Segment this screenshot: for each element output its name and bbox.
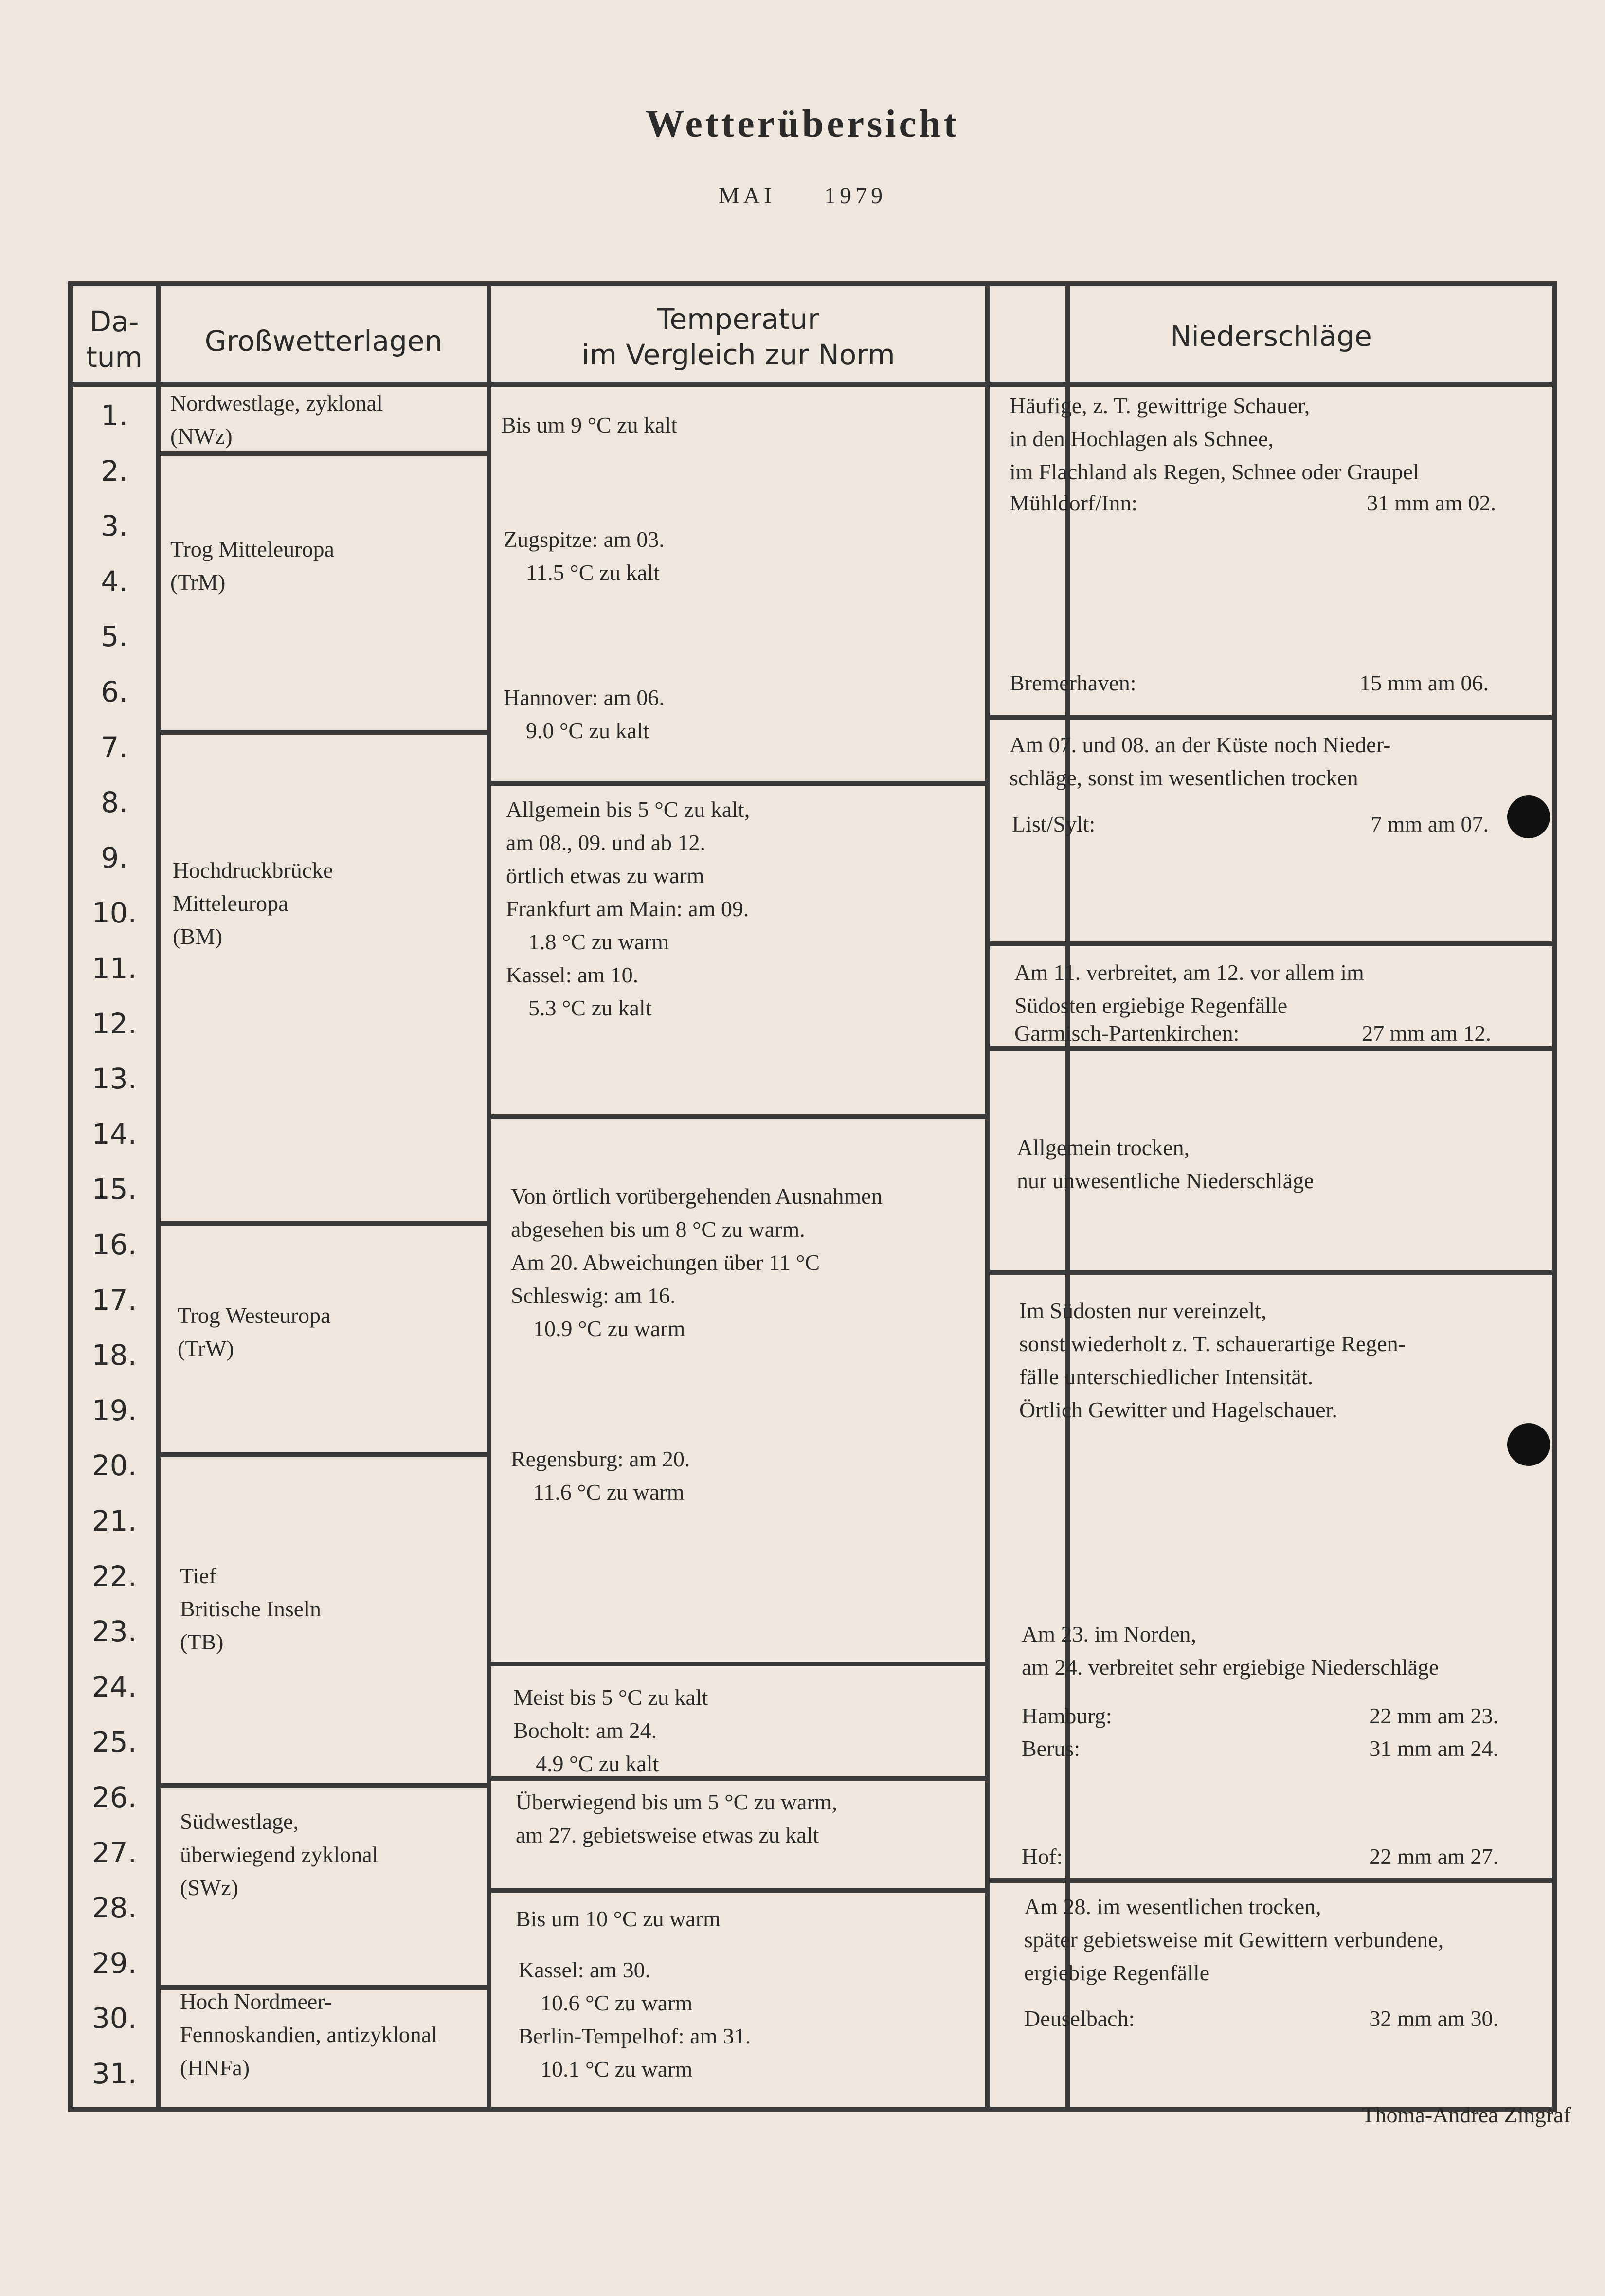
gross-divider — [156, 730, 487, 735]
temp-divider — [487, 1662, 985, 1666]
day-number: 20. — [91, 1449, 137, 1482]
day-number: 23. — [91, 1615, 137, 1648]
station-value: 27 mm am 12. — [1362, 1021, 1491, 1046]
day-number: 11. — [91, 952, 137, 985]
station-name: Bremerhaven: — [1010, 670, 1136, 695]
header-niederschlaege: Niederschläge — [1170, 320, 1372, 353]
temp-divider — [487, 781, 985, 786]
temp-block-2: Zugspitze: am 03. 11.5 °C zu kalt — [504, 527, 665, 585]
nieder-station-row — [1022, 1840, 1498, 1873]
day-number: 30. — [91, 2002, 137, 2035]
nieder-station-row — [1010, 487, 1496, 520]
punch-hole — [1507, 795, 1550, 838]
header-divider — [68, 382, 1070, 387]
wetterlage-nwz: Nordwestlage, zyklonal (NWz) — [170, 391, 383, 449]
nieder-divider — [1065, 1878, 1557, 1883]
header-temperatur: Temperatur im Vergleich zur Norm — [581, 303, 895, 371]
day-number: 28. — [91, 1891, 137, 1925]
station-value: 22 mm am 27. — [1369, 1844, 1498, 1869]
nieder-divider — [1065, 715, 1557, 720]
day-number: 3. — [101, 509, 128, 543]
temp-block-8: Überwiegend bis um 5 °C zu warm, am 27. gebietsweise etwas zu kalt — [516, 1790, 837, 1847]
day-number: 7. — [101, 730, 128, 764]
day-number: 24. — [91, 1670, 137, 1703]
day-number: 12. — [91, 1007, 137, 1040]
day-number: 14. — [91, 1117, 137, 1151]
wetterlage-hnfa: Hoch Nordmeer- Fennoskandien, antizyklonal (HNFa) — [180, 1989, 437, 2080]
gross-divider — [156, 1452, 487, 1457]
nieder-station-row — [1014, 1017, 1491, 1050]
table-border-top — [68, 281, 1070, 286]
station-value: 7 mm am 07. — [1371, 812, 1489, 836]
day-number: 16. — [91, 1228, 137, 1261]
station-value: 22 mm am 23. — [1369, 1703, 1498, 1728]
table-border-left — [68, 281, 73, 2112]
header-grosswetterlagen: Großwetterlagen — [204, 325, 443, 358]
wetterlage-swz: Südwestlage, überwiegend zyklonal (SWz) — [180, 1809, 379, 1900]
temp-divider — [487, 1888, 985, 1893]
station-value: 15 mm am 06. — [1359, 670, 1489, 695]
day-number: 26. — [91, 1781, 137, 1814]
temp-divider — [487, 1114, 985, 1119]
table-border-bottom — [68, 2107, 1070, 2112]
table-border-right-outer — [1552, 281, 1557, 2112]
nieder-divider — [1065, 941, 1557, 946]
day-number: 31. — [91, 2057, 137, 2090]
header-datum: Da- tum — [86, 305, 143, 374]
page-title: Wetterübersicht — [645, 103, 960, 145]
station-name: Hof: — [1022, 1844, 1063, 1869]
nieder-station-row — [1010, 667, 1489, 700]
nieder-divider — [985, 1878, 1070, 1883]
header-divider-right — [1065, 382, 1557, 387]
temp-block-6: Regensburg: am 20. 11.6 °C zu warm — [511, 1446, 690, 1504]
wetterlage-trw: Trog Westeuropa (TrW) — [178, 1303, 331, 1361]
wetterlage-bm: Hochdruckbrücke Mitteleuropa (BM) — [173, 858, 333, 949]
nieder-block-4-text: Allgemein trocken, nur unwesentliche Niederschläge — [1017, 1135, 1314, 1193]
day-number: 8. — [101, 786, 128, 819]
day-number: 10. — [91, 896, 137, 930]
gross-divider — [156, 1783, 487, 1788]
day-number: 21. — [91, 1504, 137, 1537]
day-number: 1. — [101, 399, 128, 432]
month-label: MAI — [718, 183, 776, 209]
station-name: Hamburg: — [1022, 1703, 1112, 1728]
temp-block-1: Bis um 9 °C zu kalt — [501, 413, 678, 437]
nieder-divider — [985, 1270, 1070, 1275]
nieder-station-row — [1022, 1699, 1498, 1733]
day-number: 5. — [101, 620, 128, 653]
day-number: 29. — [91, 1946, 137, 1980]
day-number: 15. — [91, 1173, 137, 1206]
temp-block-3: Hannover: am 06. 9.0 °C zu kalt — [504, 685, 665, 743]
nieder-station-row — [1012, 808, 1489, 841]
page-subtitle — [0, 182, 1605, 209]
day-number: 6. — [101, 675, 128, 708]
day-number: 17. — [91, 1283, 137, 1317]
day-number: 22. — [91, 1559, 137, 1593]
wetterlage-trm: Trog Mitteleuropa (TrM) — [170, 537, 334, 595]
author-signature: Thoma-Andrea Zingraf — [1361, 2102, 1571, 2127]
day-number: 9. — [101, 841, 128, 874]
day-number: 2. — [101, 454, 128, 488]
punch-hole — [1507, 1423, 1550, 1466]
column-divider-2 — [487, 281, 491, 2112]
nieder-block-5-text: Im Südosten nur vereinzelt, sonst wiederholt z. T. schauerartige Regen- fälle unterschiedlicher Intensität. Örtlich Gewitter und Hagelschauer. — [1019, 1298, 1406, 1422]
temp-block-5: Von örtlich vorübergehenden Ausnahmen abgesehen bis um 8 °C zu warm. Am 20. Abweichungen über 11 °C Schleswig: am 16. 10.9 °C zu warm — [511, 1184, 883, 1341]
nieder-block-5-text2: Am 23. im Norden, am 24. verbreitet sehr ergiebige Niederschläge — [1022, 1622, 1439, 1680]
temp-block-4: Allgemein bis 5 °C zu kalt, am 08., 09. und ab 12. örtlich etwas zu warm Frankfurt am Main: am 09. 1.8 °C zu warm Kassel: am 10. 5.3 °C zu kalt — [506, 797, 750, 1020]
nieder-station-row — [1022, 1732, 1498, 1765]
station-name: Berus: — [1022, 1736, 1081, 1761]
nieder-divider — [985, 941, 1070, 946]
day-number: 13. — [91, 1062, 137, 1096]
nieder-block-6-text: Am 28. im wesentlichen trocken, später gebietsweise mit Gewittern verbundene, ergiebige Regenfälle — [1024, 1894, 1444, 1985]
nieder-block-1-text: Häufige, z. T. gewittrige Schauer, in den Hochlagen als Schnee, im Flachland als Regen, Schnee oder Graupel — [1010, 393, 1419, 484]
day-number: 18. — [91, 1338, 137, 1372]
year-label: 1979 — [824, 183, 887, 209]
nieder-block-3-text: Am 11. verbreitet, am 12. vor allem im Südosten ergiebige Regenfälle — [1014, 960, 1364, 1018]
nieder-divider — [1065, 1270, 1557, 1275]
nieder-block-2-text: Am 07. und 08. an der Küste noch Nieder- schläge, sonst im wesentlichen trocken — [1010, 732, 1391, 790]
wetterlage-tb: Tief Britische Inseln (TB) — [180, 1563, 321, 1654]
station-name: List/Sylt: — [1012, 812, 1096, 836]
nieder-divider — [985, 715, 1070, 720]
station-value: 31 mm am 24. — [1369, 1736, 1498, 1761]
station-name: Garmisch-Partenkirchen: — [1014, 1021, 1240, 1046]
temp-block-9: Bis um 10 °C zu warm — [516, 1906, 721, 1931]
station-name: Mühldorf/Inn: — [1010, 490, 1138, 515]
station-value: 31 mm am 02. — [1367, 490, 1496, 515]
day-number: 25. — [91, 1725, 137, 1759]
column-divider-1 — [156, 281, 161, 2112]
column-divider-3 — [985, 281, 990, 2112]
station-name: Deuselbach: — [1024, 2006, 1135, 2031]
table-border-top-right — [1065, 281, 1557, 286]
station-value: 32 mm am 30. — [1369, 2006, 1498, 2031]
temp-block-10: Kassel: am 30. 10.6 °C zu warm Berlin-Tempelhof: am 31. 10.1 °C zu warm — [518, 1957, 751, 2081]
day-number: 4. — [101, 564, 128, 598]
temp-block-7: Meist bis 5 °C zu kalt Bocholt: am 24. 4.9 °C zu kalt — [513, 1685, 708, 1776]
nieder-station-row — [1024, 2002, 1498, 2035]
day-number: 19. — [91, 1393, 137, 1427]
day-number: 27. — [91, 1836, 137, 1869]
gross-divider — [156, 1221, 487, 1226]
